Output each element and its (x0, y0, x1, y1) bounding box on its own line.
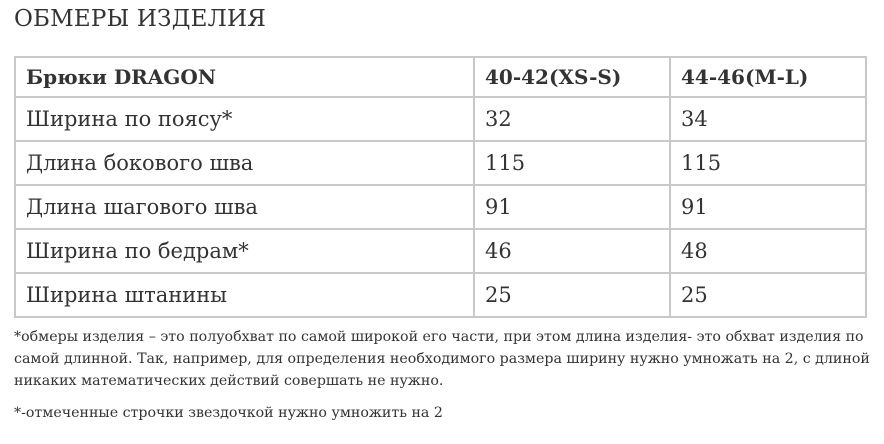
cell-value: 25 (670, 273, 866, 317)
cell-value: 25 (474, 273, 670, 317)
header-product-name: Брюки DRAGON (15, 57, 474, 97)
cell-value: 115 (670, 141, 866, 185)
table-row (15, 185, 866, 229)
header-size-m-l: 44-46(M-L) (670, 57, 866, 97)
cell-value: 91 (670, 185, 866, 229)
table-row (15, 273, 866, 317)
measurements-table (14, 56, 867, 318)
cell-value: 34 (670, 97, 866, 141)
row-label: Ширина штанины (15, 273, 474, 317)
row-label: Длина шагового шва (15, 185, 474, 229)
table-row (15, 141, 866, 185)
row-label: Длина бокового шва (15, 141, 474, 185)
cell-value: 115 (474, 141, 670, 185)
asterisk-footnote: *-отмеченные строчки звездочкой нужно умножить на 2 (14, 405, 443, 421)
measurement-footnote: *обмеры изделия – это полуобхват по самой широкой его части, при этом длина изделия- это обхват изделия по самой длинной. Так, например, для определения необходимого размера ширину нужно умножать на 2, с длиной никаких математических действий совершать не нужно. (14, 329, 870, 389)
table-row (15, 97, 866, 141)
page-title: ОБМЕРЫ ИЗДЕЛИЯ (14, 6, 267, 32)
cell-value: 91 (474, 185, 670, 229)
table-header-row (15, 57, 866, 97)
cell-value: 48 (670, 229, 866, 273)
cell-value: 46 (474, 229, 670, 273)
header-size-xs-s: 40-42(XS-S) (474, 57, 670, 97)
row-label: Ширина по поясу* (15, 97, 474, 141)
cell-value: 32 (474, 97, 670, 141)
row-label: Ширина по бедрам* (15, 229, 474, 273)
table-row (15, 229, 866, 273)
